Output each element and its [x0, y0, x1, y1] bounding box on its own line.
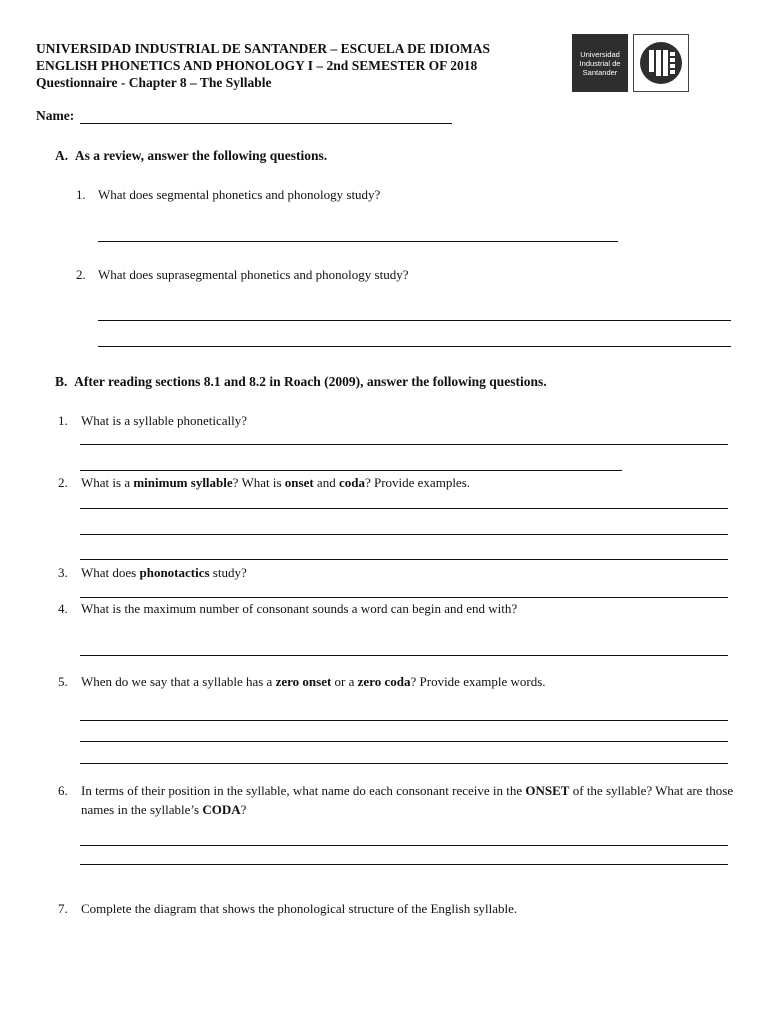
question-b2 [58, 475, 470, 491]
question-number: 5. [58, 674, 68, 689]
university-logo-text [572, 34, 628, 92]
question-b1 [58, 413, 247, 429]
question-text: Complete the diagram that shows the phonological structure of the English syllable. [81, 901, 518, 916]
section-a-title: As a review, answer the following questions. [74, 148, 328, 163]
name-label: Name: [36, 108, 75, 123]
term-zero-onset: zero onset [275, 674, 332, 689]
question-text: What is a [81, 475, 134, 490]
answer-line-b2-2[interactable] [80, 534, 728, 535]
section-a-heading [55, 148, 327, 164]
question-number: 2. [76, 267, 86, 282]
answer-line-a2-2[interactable] [98, 346, 731, 347]
question-text: and [313, 475, 339, 490]
header-questionnaire-title: Questionnaire - Chapter 8 – The Syllable [36, 75, 272, 90]
question-number: 4. [58, 601, 68, 616]
question-text: In terms of their position in the syllable, what name do each consonant receive in the [81, 783, 526, 798]
answer-line-b4[interactable] [80, 655, 728, 656]
question-number: 2. [58, 475, 68, 490]
answer-line-b3[interactable] [80, 597, 728, 598]
question-number: 3. [58, 565, 68, 580]
term-onset-caps: ONSET [525, 783, 570, 798]
term-phonotactics: phonotactics [139, 565, 210, 580]
question-b6-text-block [81, 781, 738, 819]
question-text: ? [240, 802, 247, 817]
question-text: study? [209, 565, 247, 580]
answer-line-b5-1[interactable] [80, 720, 728, 721]
question-number: 7. [58, 901, 68, 916]
logo-line-2: Industrial de [579, 58, 621, 68]
question-b3 [58, 565, 247, 581]
question-text: What does segmental phonetics and phonology study? [98, 187, 381, 202]
answer-line-a1[interactable] [98, 241, 618, 242]
question-a1 [76, 187, 380, 203]
answer-line-b2-3[interactable] [80, 559, 728, 560]
question-number: 6. [58, 783, 68, 798]
logo-line-3: Santander [582, 67, 618, 77]
uis-emblem-svg [639, 39, 683, 87]
name-field-line[interactable] [80, 123, 452, 124]
question-text: What is the maximum number of consonant sounds a word can begin and end with? [81, 601, 518, 616]
question-text: What is a syllable phonetically? [81, 413, 248, 428]
answer-line-b1-2[interactable] [80, 470, 622, 471]
answer-line-b5-3[interactable] [80, 763, 728, 764]
term-onset: onset [284, 475, 314, 490]
question-text: What does [81, 565, 140, 580]
logo-line-1: Universidad [580, 49, 620, 59]
term-coda: coda [338, 475, 365, 490]
question-b5 [58, 674, 546, 690]
question-text: ? Provide examples. [364, 475, 471, 490]
question-text: or a [331, 674, 358, 689]
question-number: 1. [76, 187, 86, 202]
question-text: When do we say that a syllable has a [81, 674, 276, 689]
section-b-letter: B. [55, 374, 68, 389]
section-b-heading [55, 374, 547, 390]
question-b4 [58, 601, 517, 617]
question-text: What does suprasegmental phonetics and phonology study? [98, 267, 409, 282]
term-zero-coda: zero coda [357, 674, 411, 689]
answer-line-b2-1[interactable] [80, 508, 728, 509]
question-b6 [58, 781, 738, 819]
header-course: ENGLISH PHONETICS AND PHONOLOGY I – 2nd SEMESTER OF 2018 [36, 58, 478, 73]
section-b-title: After reading sections 8.1 and 8.2 in Roach (2009), answer the following questions. [74, 374, 547, 389]
question-number: 1. [58, 413, 68, 428]
answer-line-b6-2[interactable] [80, 864, 728, 865]
term-minimum-syllable: minimum syllable [133, 475, 233, 490]
section-a-letter: A. [55, 148, 69, 163]
answer-line-a2-1[interactable] [98, 320, 731, 321]
question-b7 [58, 901, 517, 917]
uis-emblem-icon [633, 34, 689, 92]
header-institution: UNIVERSIDAD INDUSTRIAL DE SANTANDER – ESCUELA DE IDIOMAS [36, 41, 490, 56]
question-text: ? What is [232, 475, 285, 490]
question-text: ? Provide example words. [410, 674, 546, 689]
question-text: of the syllable? What are those names in the syllable’s [81, 783, 734, 817]
answer-line-b5-2[interactable] [80, 741, 728, 742]
answer-line-b1-1[interactable] [80, 444, 728, 445]
question-a2 [76, 267, 409, 283]
answer-line-b6-1[interactable] [80, 845, 728, 846]
term-coda-caps: CODA [202, 802, 241, 817]
